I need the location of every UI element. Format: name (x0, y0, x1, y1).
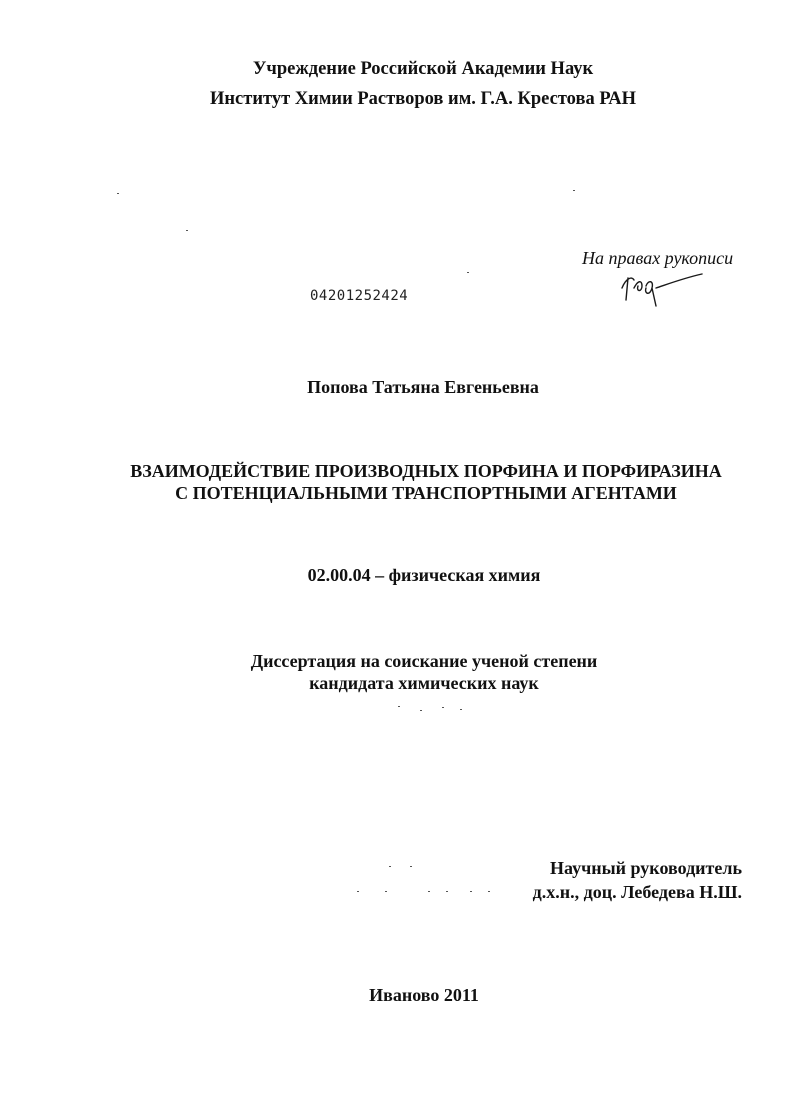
city-year: Иваново 2011 (369, 985, 479, 1005)
scan-speck (389, 866, 391, 867)
degree-line-2: кандидата химических наук (309, 673, 539, 693)
institution-line-2: Институт Химии Растворов им. Г.А. Крестова РАН (210, 89, 636, 109)
scan-speck (117, 193, 119, 194)
scan-speck (398, 706, 400, 707)
advisor-name: д.х.н., доц. Лебедева Н.Ш. (532, 882, 742, 902)
degree-line-1: Диссертация на соискание ученой степени (250, 651, 598, 671)
advisor-role: Научный руководитель (550, 858, 742, 878)
registration-number: 04201252424 (310, 288, 409, 304)
author-name: Попова Татьяна Евгеньевна (307, 377, 539, 397)
institution-line-1: Учреждение Российской Академии Наук (252, 59, 594, 79)
thesis-title-line-1: ВЗАИМОДЕЙСТВИЕ ПРОИЗВОДНЫХ ПОРФИНА И ПОРФИРАЗИНА (130, 461, 722, 481)
scan-speck (442, 707, 444, 708)
scan-speck (573, 190, 575, 191)
scan-speck (467, 272, 469, 273)
scan-speck (186, 230, 188, 231)
scan-speck (385, 891, 387, 892)
scan-speck (410, 866, 412, 867)
signature-mark (618, 266, 708, 312)
scan-speck (460, 709, 462, 710)
scan-speck (357, 891, 359, 892)
scan-speck (470, 891, 472, 892)
rights-note: На правах рукописи (582, 248, 734, 268)
scan-speck (446, 891, 448, 892)
scan-speck (428, 891, 430, 892)
scan-speck (488, 891, 490, 892)
thesis-title-line-2: С ПОТЕНЦИАЛЬНЫМИ ТРАНСПОРТНЫМИ АГЕНТАМИ (175, 483, 677, 503)
scan-speck (420, 710, 422, 711)
specialty-code: 02.00.04 – физическая химия (307, 565, 541, 585)
